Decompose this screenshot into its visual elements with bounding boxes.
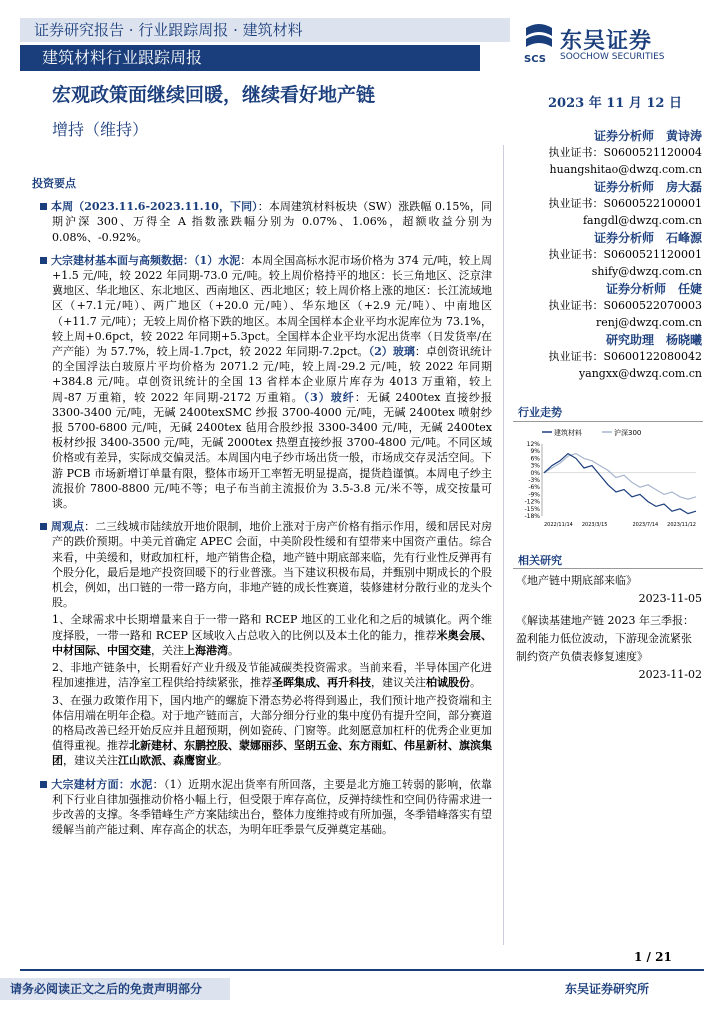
analyst-email[interactable]: yangxx@dwzq.com.cn <box>578 367 702 380</box>
analyst-title: 证券分析师 房大磊 <box>593 180 702 194</box>
legend-label-b: 沪深300 <box>614 429 642 437</box>
analyst-title: 研究助理 杨晓曦 <box>605 333 702 347</box>
analyst-cert: 执业证书：S0600521120004 <box>548 146 702 159</box>
y-tick-label: 0% <box>530 469 540 477</box>
analyst-list <box>512 127 702 382</box>
related-item-title[interactable]: 《地产链中期底部来临》 <box>516 574 637 587</box>
logo-mark-text: SCS <box>524 54 546 65</box>
paragraph-weekly: 本周（2023.11.6-2023.11.10，下同）：本周建筑材料板块（SW）涨跌幅 0.15%，同期沪深 300、万得全 A 指数涨跌幅分别为 0.07%、1.06%，超额收益分别为 0.08%、-0.92%。 <box>52 199 492 245</box>
logo-mark-icon <box>522 22 556 66</box>
x-tick-label: 2022/11/14 <box>544 522 573 528</box>
column-divider <box>503 145 504 945</box>
legend-label-a: 建筑材料 <box>554 429 582 437</box>
analyst-block <box>512 127 702 178</box>
analyst-title: 证券分析师 任婕 <box>605 282 702 296</box>
rating: 增持（维持） <box>52 120 149 139</box>
paragraph-bulk: 大宗建材方面：水泥：（1）近期水泥出货率有所回落，主要是北方施工转弱的影响，依靠利下行业自律加强推动价格小幅上行，但受限于库存高位，反弹持续性和空间仍待需求进一步改善的支撑。冬季错峰生产方案陆续出台，整体力度维持或有所加强，冬季错峰落实有望缓解当前产能过剩、库存高企的状态，为明年旺季景气反弹奠定基础。 <box>52 777 492 838</box>
analyst-title: 证券分析师 黄诗涛 <box>593 129 702 143</box>
bullet-icon <box>40 203 47 210</box>
footer-divider <box>20 969 704 971</box>
series-line-building-materials <box>544 454 696 514</box>
analyst-cert: 执业证书：S0600122080042 <box>548 350 702 363</box>
paragraph-view-item2: 2、非地产链条中，长期看好产业升级及节能减碳类投资需求。当前来看，半导体国产化进程加速推进，洁净室工程供给持续紧张，推荐圣晖集成、再升科技，建议关注柏诚股份。 <box>52 661 492 690</box>
related-list <box>516 572 702 684</box>
y-tick-label: -9% <box>528 491 540 499</box>
analyst-cert: 执业证书：S0600522100001 <box>548 197 702 210</box>
related-item-date: 2023-11-05 <box>638 592 702 605</box>
y-tick-label: -6% <box>528 484 540 492</box>
footer-institute: 东吴证券研究所 <box>565 982 650 996</box>
related-item-title[interactable]: 《解读基建地产链 2023 年三季报：盈利能力低位波动，下游现金流紧张制约资产负债表修复速度》 <box>516 614 694 663</box>
analyst-block <box>512 280 702 331</box>
analyst-cert: 执业证书：S0600522070003 <box>548 299 702 312</box>
breadcrumb: 证券研究报告 · 行业跟踪周报 · 建筑材料 <box>20 18 510 42</box>
analyst-block <box>512 229 702 280</box>
logo-name: 东吴证券 <box>560 29 653 54</box>
key-points <box>32 176 493 845</box>
analyst-email[interactable]: huangshitao@dwzq.com.cn <box>549 163 702 176</box>
analyst-cert: 执业证书：S0600521120001 <box>548 248 702 261</box>
trend-chart <box>516 424 702 536</box>
report-type-banner: 建筑材料行业跟踪周报 <box>20 45 480 71</box>
analyst-email[interactable]: shify@dwzq.com.cn <box>591 265 702 278</box>
y-tick-label: -18% <box>524 513 540 520</box>
analyst-title: 证券分析师 石峰源 <box>593 231 702 245</box>
analyst-block <box>512 331 702 382</box>
trend-divider <box>513 421 703 422</box>
y-tick-label: -3% <box>528 477 540 484</box>
paragraph-fundamentals: 大宗建材基本面与高频数据：（1）水泥：本周全国高标水泥市场价格为 374 元/吨，较上周+1.5 元/吨，较 2022 年同期-73.0 元/吨。较上周价格持平的地区：长三角地区、泛京津冀地区、华北地区、东北地区、西南地区、西北地区；较上周价格上涨的地区：长江流域地区（+7.1元/吨）、两广地区（+20.0 元/吨）、华东地区（+2.9 元/吨）、中南地区（+11.7 元/吨）；无较上周价格下跌的地区。本周全国样本企业平均水泥库位为 73.1%，较上周+0.6pct，较 2022 年同期+5.3pct。全国样本企业平均水泥出货率（日发货率/在产产能）为 57.7%，较上周-1.7pct，较 2022 年同期-7.2pct。（2）玻璃：卓创资讯统计的全国浮法白玻原片平均价格为 2071.2 元/吨，较上周-29.2 元/吨，较 2022 年同期+384.8 元/吨。卓创资讯统计的全国 13 省样本企业原片库存为 4013 万重箱，较上周-87 万重箱，较 2022 年同期-2172 万重箱。（3）玻纤：无碱 2400tex 直接纱报 3300-3400 元/吨，无碱 2400texSMC 纱报 3700-4000 元/吨，无碱 2400tex 喷射纱报 5700-6800 元/吨，无碱 2400tex 毡用合股纱报 3300-3400 元/吨，无碱 2400tex 板材纱报 3400-3500 元/吨，无碱 2000tex 热塑直接纱报 3700-4800 元/吨。不同区域价格或有差异，实际成交偏灵活。本周国内电子纱市场出货一般，市场成交存灵活空间。下游 PCB 市场新增订单量有限，整体市场开工率暂无明显提高，提货趋谨慎。本周电子纱主流报价 7800-8800 元/吨不等；电子布当前主流报价为 3.5-3.8 元/米不等，成交按量可谈。 <box>52 253 492 511</box>
analyst-email[interactable]: fangdl@dwzq.com.cn <box>582 214 702 227</box>
x-tick-label: 2023/3/15 <box>581 522 608 528</box>
y-tick-label: -15% <box>524 505 540 513</box>
x-tick-label: 2023/11/12 <box>667 522 696 528</box>
key-points-title: 投资要点 <box>32 177 76 190</box>
paragraph-view: 周观点：二三线城市陆续放开地价限制，地价上涨对于房产价格有指示作用，缓和居民对房产的跌价预期。中美元首确定 APEC 会面，中美阶段性缓和有望带来中国资产重估。综合来看，中美缓和，财政加杠杆，地产销售企稳，地产链中期底部来临，先有行业性反弹再有个股分化，最后是地产投资回暖下的行业普涨。当下建议积极布局，并甄别中期成长的个股机会，例如，出口链的一带一路方向，非地产链的成长性赛道，装修建材分散行业的龙头个股。 <box>52 519 492 610</box>
logo-english: SOOCHOW SECURITIES <box>560 52 665 62</box>
page-number: 1 / 21 <box>634 950 672 964</box>
related-divider <box>513 568 703 569</box>
paragraph-view-item3: 3、在强力政策作用下，国内地产的螺旋下滑态势必将得到遏止，我们预计地产投资端和主体信用端在明年企稳。对于地产链而言，大部分细分行业的集中度仍有提升空间，部分赛道的格局改善已经开始反应并且超预期，例如瓷砖、门窗等。此刻愿意加杠杆的优秀企业更加值得重视。推荐北新建材、东鹏控股、蒙娜丽莎、坚朗五金、东方雨虹、伟星新材、旗滨集团，建议关注江山欧派、森鹰窗业。 <box>52 693 492 768</box>
bullet-icon <box>40 781 47 788</box>
y-tick-label: -12% <box>524 498 540 506</box>
related-title: 相关研究 <box>518 554 562 567</box>
bullet-icon <box>40 257 47 264</box>
trend-title: 行业走势 <box>518 406 562 419</box>
bullet-icon <box>40 523 47 530</box>
paragraph-view-item1: 1、全球需求中长期增量来自于一带一路和 RCEP 地区的工业化和之后的城镇化。两个维度择股，一带一路和 RCEP 区域收入占总收入的比例以及本土化的能力，推荐米奥会展、中材国际、中国交建，关注上海港湾。 <box>52 613 492 657</box>
analyst-email[interactable]: renj@dwzq.com.cn <box>595 316 702 329</box>
footer-disclaimer: 请务必阅读正文之后的免责声明部分 <box>0 978 230 1000</box>
y-tick-label: 12% <box>526 441 540 448</box>
related-item[interactable] <box>516 612 702 684</box>
analyst-block <box>512 178 702 229</box>
related-item[interactable] <box>516 572 702 608</box>
report-date: 2023 年 11 月 12 日 <box>548 96 682 111</box>
x-tick-label: 2023/7/14 <box>632 522 659 528</box>
y-tick-label: 6% <box>530 455 540 463</box>
related-item-date: 2023-11-02 <box>638 668 702 681</box>
series-line-csi300 <box>544 454 696 500</box>
chart-legend <box>542 428 641 437</box>
company-logo <box>522 18 702 68</box>
y-tick-label: 3% <box>530 462 540 470</box>
report-title: 宏观政策面继续回暖，继续看好地产链 <box>52 84 376 106</box>
y-tick-label: 9% <box>530 448 540 456</box>
